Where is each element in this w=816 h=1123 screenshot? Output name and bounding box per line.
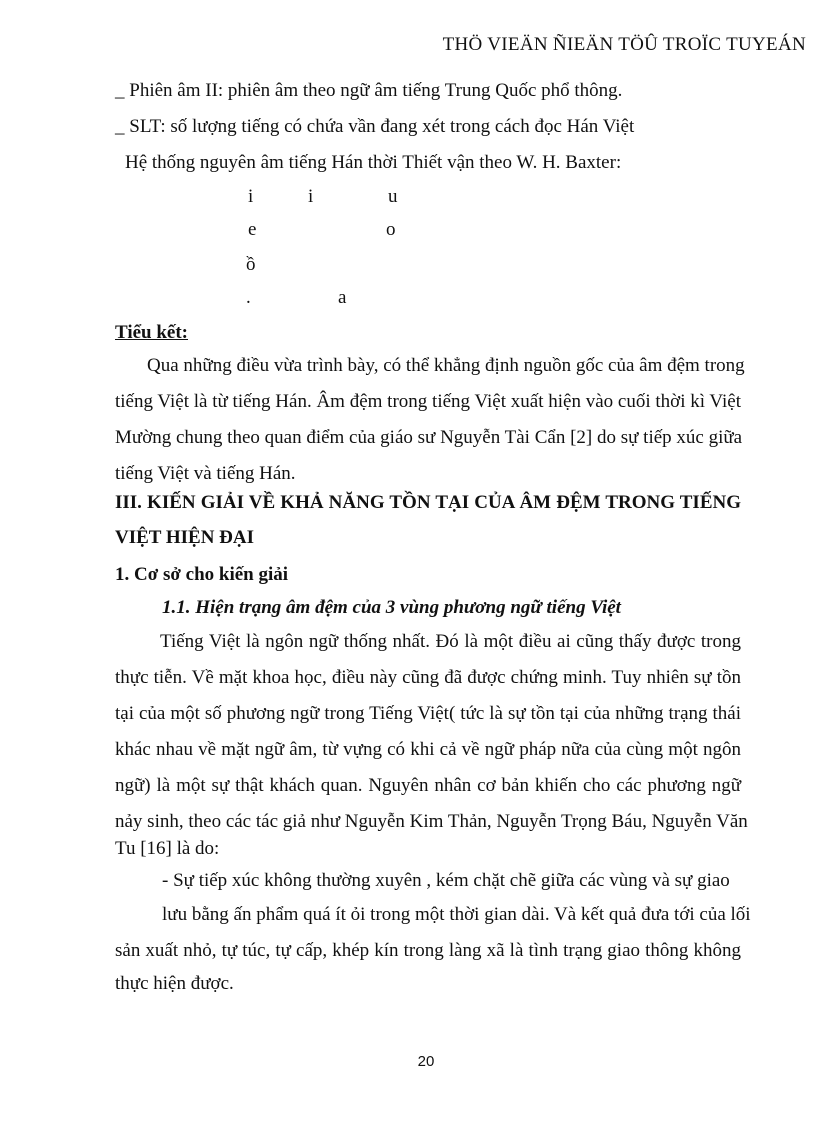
summary-line: Mường chung theo quan điểm của giáo sư Nguyễn Tài Cẩn [2] do sự tiếp xúc giữa — [115, 427, 743, 448]
intro-line-slt: _ SLT: số lượng tiếng có chứa vần đang xét trong cách đọc Hán Việt — [115, 116, 635, 137]
bullet-line: - Sự tiếp xúc không thường xuyên , kém chặt chẽ giữa các vùng và sự giao — [162, 870, 730, 891]
section-heading: III. KIẾN GIẢI VỀ KHẢ NĂNG TỒN TẠI CỦA ÂM ĐỆM TRONG TIẾNG — [115, 492, 741, 513]
page-number: 20 — [417, 1053, 435, 1070]
summary-line: tiếng Việt là từ tiếng Hán. Âm đệm trong tiếng Việt xuất hiện vào cuối thời kì Việt — [115, 391, 741, 412]
paragraph-line: ngữ) là một sự thật khách quan. Nguyên nhân cơ bản khiến cho các phương ngữ — [115, 775, 741, 796]
continuation-line: sản xuất nhỏ, tự túc, tự cấp, khép kín trong làng xã là tình trạng giao thông không — [115, 940, 741, 961]
vowel-cell: a — [338, 287, 347, 308]
paragraph-line: khác nhau về mặt ngữ âm, từ vựng có khi cả về ngữ pháp nữa của cùng một ngôn — [115, 739, 741, 760]
vowel-cell: i — [308, 186, 314, 207]
section-heading-cont: VIỆT HIỆN ĐẠI — [115, 527, 255, 548]
continuation-line: lưu bằng ấn phẩm quá ít ỏi trong một thời gian dài. Và kết quả đưa tới của lối — [162, 904, 751, 925]
paragraph-line: Tiếng Việt là ngôn ngữ thống nhất. Đó là một điều ai cũng thấy được trong — [160, 631, 741, 652]
vowel-cell: . — [246, 287, 251, 308]
summary-line: tiếng Việt và tiếng Hán. — [115, 463, 296, 484]
subsubsection-heading: 1.1. Hiện trạng âm đệm của 3 vùng phương ngữ tiếng Việt — [162, 597, 621, 618]
summary-heading: Tiểu kết: — [115, 322, 189, 343]
vowel-cell: u — [388, 186, 398, 207]
vowel-cell: o — [386, 219, 396, 240]
paragraph-line: tại của một số phương ngữ trong Tiếng Việt( tức là sự tồn tại của những trạng thái — [115, 703, 741, 724]
paragraph-line: nảy sinh, theo các tác giả như Nguyễn Kim Thản, Nguyễn Trọng Báu, Nguyễn Văn — [115, 811, 748, 832]
page-header: THÖ VIEÄN ÑIEÄN TÖÛ TROÏC TUYEÁN — [442, 34, 806, 55]
summary-line: Qua những điều vừa trình bày, có thể khẳng định nguồn gốc của âm đệm trong — [147, 355, 745, 376]
continuation-line: thực hiện được. — [115, 973, 234, 994]
subsection-heading: 1. Cơ sở cho kiến giải — [115, 564, 289, 585]
paragraph-line: thực tiễn. Về mặt khoa học, điều này cũng đã được chứng minh. Tuy nhiên sự tồn — [115, 667, 741, 688]
vowel-cell: i — [248, 186, 254, 207]
intro-line-phien-am: _ Phiên âm II: phiên âm theo ngữ âm tiếng Trung Quốc phổ thông. — [115, 80, 623, 101]
vowel-cell: e — [248, 219, 257, 240]
vowel-cell: ồ — [246, 254, 256, 275]
intro-line-baxter: Hệ thống nguyên âm tiếng Hán thời Thiết vận theo W. H. Baxter: — [125, 152, 622, 173]
paragraph-line: Tu [16] là do: — [115, 838, 220, 859]
